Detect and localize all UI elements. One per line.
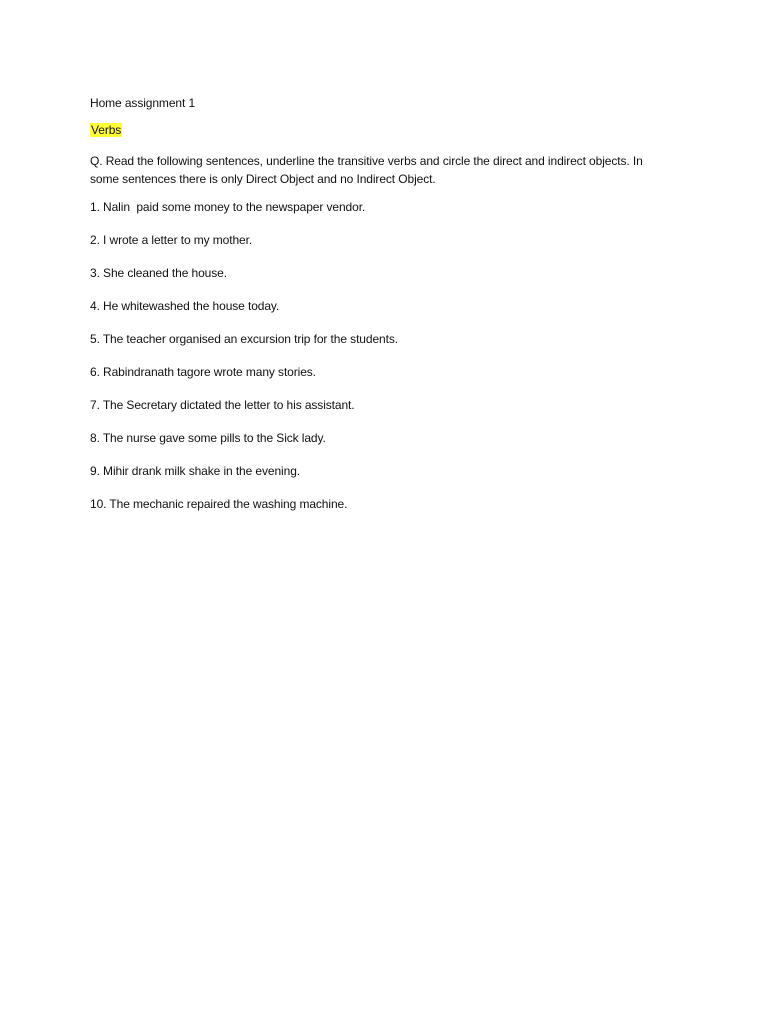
sentence-item: 4. He whitewashed the house today. (90, 299, 280, 313)
sentence-item: 10. The mechanic repaired the washing machine. (90, 497, 348, 511)
sentence-item: 3. She cleaned the house. (90, 266, 227, 280)
sentence-item: 8. The nurse gave some pills to the Sick lady. (90, 431, 326, 445)
sentence-item: 2. I wrote a letter to my mother. (90, 233, 253, 247)
sentence-item: 1. Nalin paid some money to the newspaper vendor. (90, 200, 366, 214)
assignment-title: Home assignment 1 (90, 96, 196, 110)
sentence-list (90, 198, 650, 513)
highlighted-heading-verbs: Verbs (91, 123, 122, 137)
sentence-item: 9. Mihir drank milk shake in the evening. (90, 464, 301, 478)
question-instruction: Q. Read the following sentences, underline the transitive verbs and circle the direct and indirect objects. In some sentences there is only Direct Object and no Indirect Object. (90, 154, 643, 186)
document-content (90, 94, 650, 528)
sentence-item: 5. The teacher organised an excursion trip for the students. (90, 332, 398, 346)
sentence-item: 6. Rabindranath tagore wrote many stories. (90, 365, 316, 379)
sentence-item: 7. The Secretary dictated the letter to his assistant. (90, 398, 355, 412)
heading-wrapper (90, 121, 650, 139)
